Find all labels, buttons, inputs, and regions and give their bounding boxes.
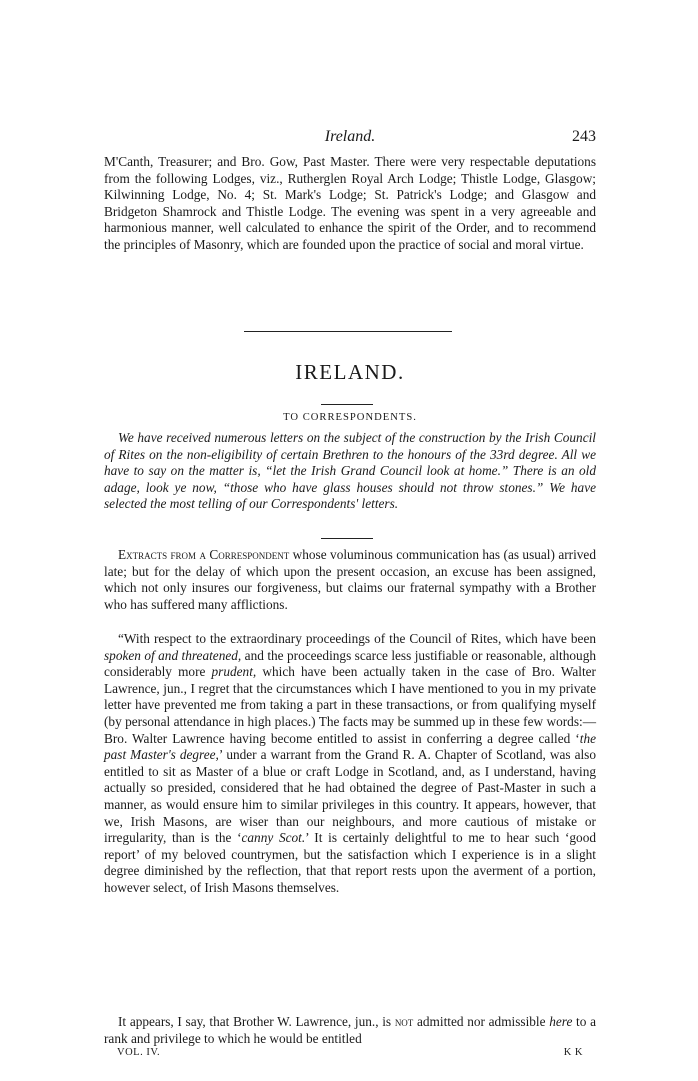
volume-label: VOL. IV. [117, 1047, 161, 1058]
heading-rule [321, 404, 373, 405]
page-footer [117, 1047, 583, 1061]
running-head [104, 128, 596, 148]
letter-emphasis-2: prudent, [211, 664, 257, 680]
section-divider [244, 331, 452, 332]
intro-paragraph: M'Canth, Treasurer; and Bro. Gow, Past Master. There were very respectable deputations from the following Lodges, viz., Rutherglen Royal Arch Lodge; Thistle Lodge, Glasgow; Kilwinning Lodge, No. 4; St. Mark's Lodge; St. Patrick's Lodge; and Glasgow and Bridgeton Shamrock and Thistle Lodge. The evening was spent in a very agreeable and harmonious manner, well calculated to enhance the spirit of the Order, and to recommend the principles of Masonry, which are founded upon the practice of social and moral virtue. [104, 154, 596, 252]
letter-emphasis-1: spoken of and threatened, [104, 647, 242, 663]
page-number: 243 [572, 128, 596, 145]
letter-text-3: which have been actually taken in the case of Bro. Walter Lawrence, jun., I regret that the circumstances which I have mentioned to you in my private letter have prevented me from taking a part in these transactions, or from qualifying myself (by personal attendance in high places.) The facts may be summed up in these few words:—Bro. Walter Lawrence having become entitled to assist in conferring a degree called ‘ [104, 664, 596, 746]
closing-text-1: It appears, I say, that Brother W. Lawrence, jun., is [118, 1014, 395, 1029]
closing-emphasis-not: not [394, 1014, 414, 1029]
letter-paragraph [104, 631, 596, 897]
signature-mark: K K [563, 1047, 583, 1058]
note-rule [321, 538, 373, 539]
closing-paragraph [104, 1014, 596, 1047]
extracts-paragraph [104, 547, 596, 613]
section-heading: IRELAND. [295, 360, 405, 384]
extracts-lead: Extracts from a Correspondent [118, 547, 290, 562]
letter-emphasis-3: the past Master's degree, [104, 730, 596, 763]
letter-text-4: ’ under a warrant from the Grand R. A. Chapter of Scotland, was also entitled to sit as Master of a blue or craft Lodge in Scotland, and, as I understand, having actually so presided, considered that he had obtained the degree of Past-Master in such a manner, as would ensure him to similar privileges in this country. It appears, however, that we, Irish Masons, are wiser than our neighbours, and more cautious of mistake or irregularity, than is the ‘ [104, 747, 596, 846]
editorial-note: We have received numerous letters on the subject of the construction by the Irish Council of Rites on the non-eligibility of certain Brethren to the honours of the 33rd degree. All we have to say on the matter is, “let the Irish Grand Council look at home.” There is an old adage, look ye now, “those who have glass houses should not throw stones.” We have selected the most telling of our Correspondents' letters. [104, 430, 596, 512]
letter-text-5: ’ It is certainly delightful to me to hear such ‘good report’ of my beloved countrymen, but the satisfaction which I experience is in a slight degree diminished by the reflection, that that report rests upon the averment of a portion, however select, of Irish Masons themselves. [104, 830, 596, 895]
letter-emphasis-4: canny Scot. [241, 830, 306, 846]
letter-text-1: “With respect to the extraordinary proceedings of the Council of Rites, which have been [118, 631, 596, 646]
letter-text-2: and the proceedings scarce less justifiable or reasonable, although considerably more [104, 647, 596, 680]
subheading: TO CORRESPONDENTS. [283, 412, 417, 423]
extracts-text: whose voluminous communication has (as usual) arrived late; but for the delay of which upon the present occasion, an excuse has been assigned, which not only insures our forgiveness, but claims our fraternal sympathy with a Brother who has suffered many afflictions. [104, 547, 596, 612]
closing-emphasis-here: here [549, 1014, 573, 1029]
running-title: Ireland. [324, 128, 376, 145]
closing-text-2: admitted nor admissible [413, 1014, 550, 1029]
closing-text-3: to a rank and privilege to which he would be entitled [104, 1014, 596, 1046]
